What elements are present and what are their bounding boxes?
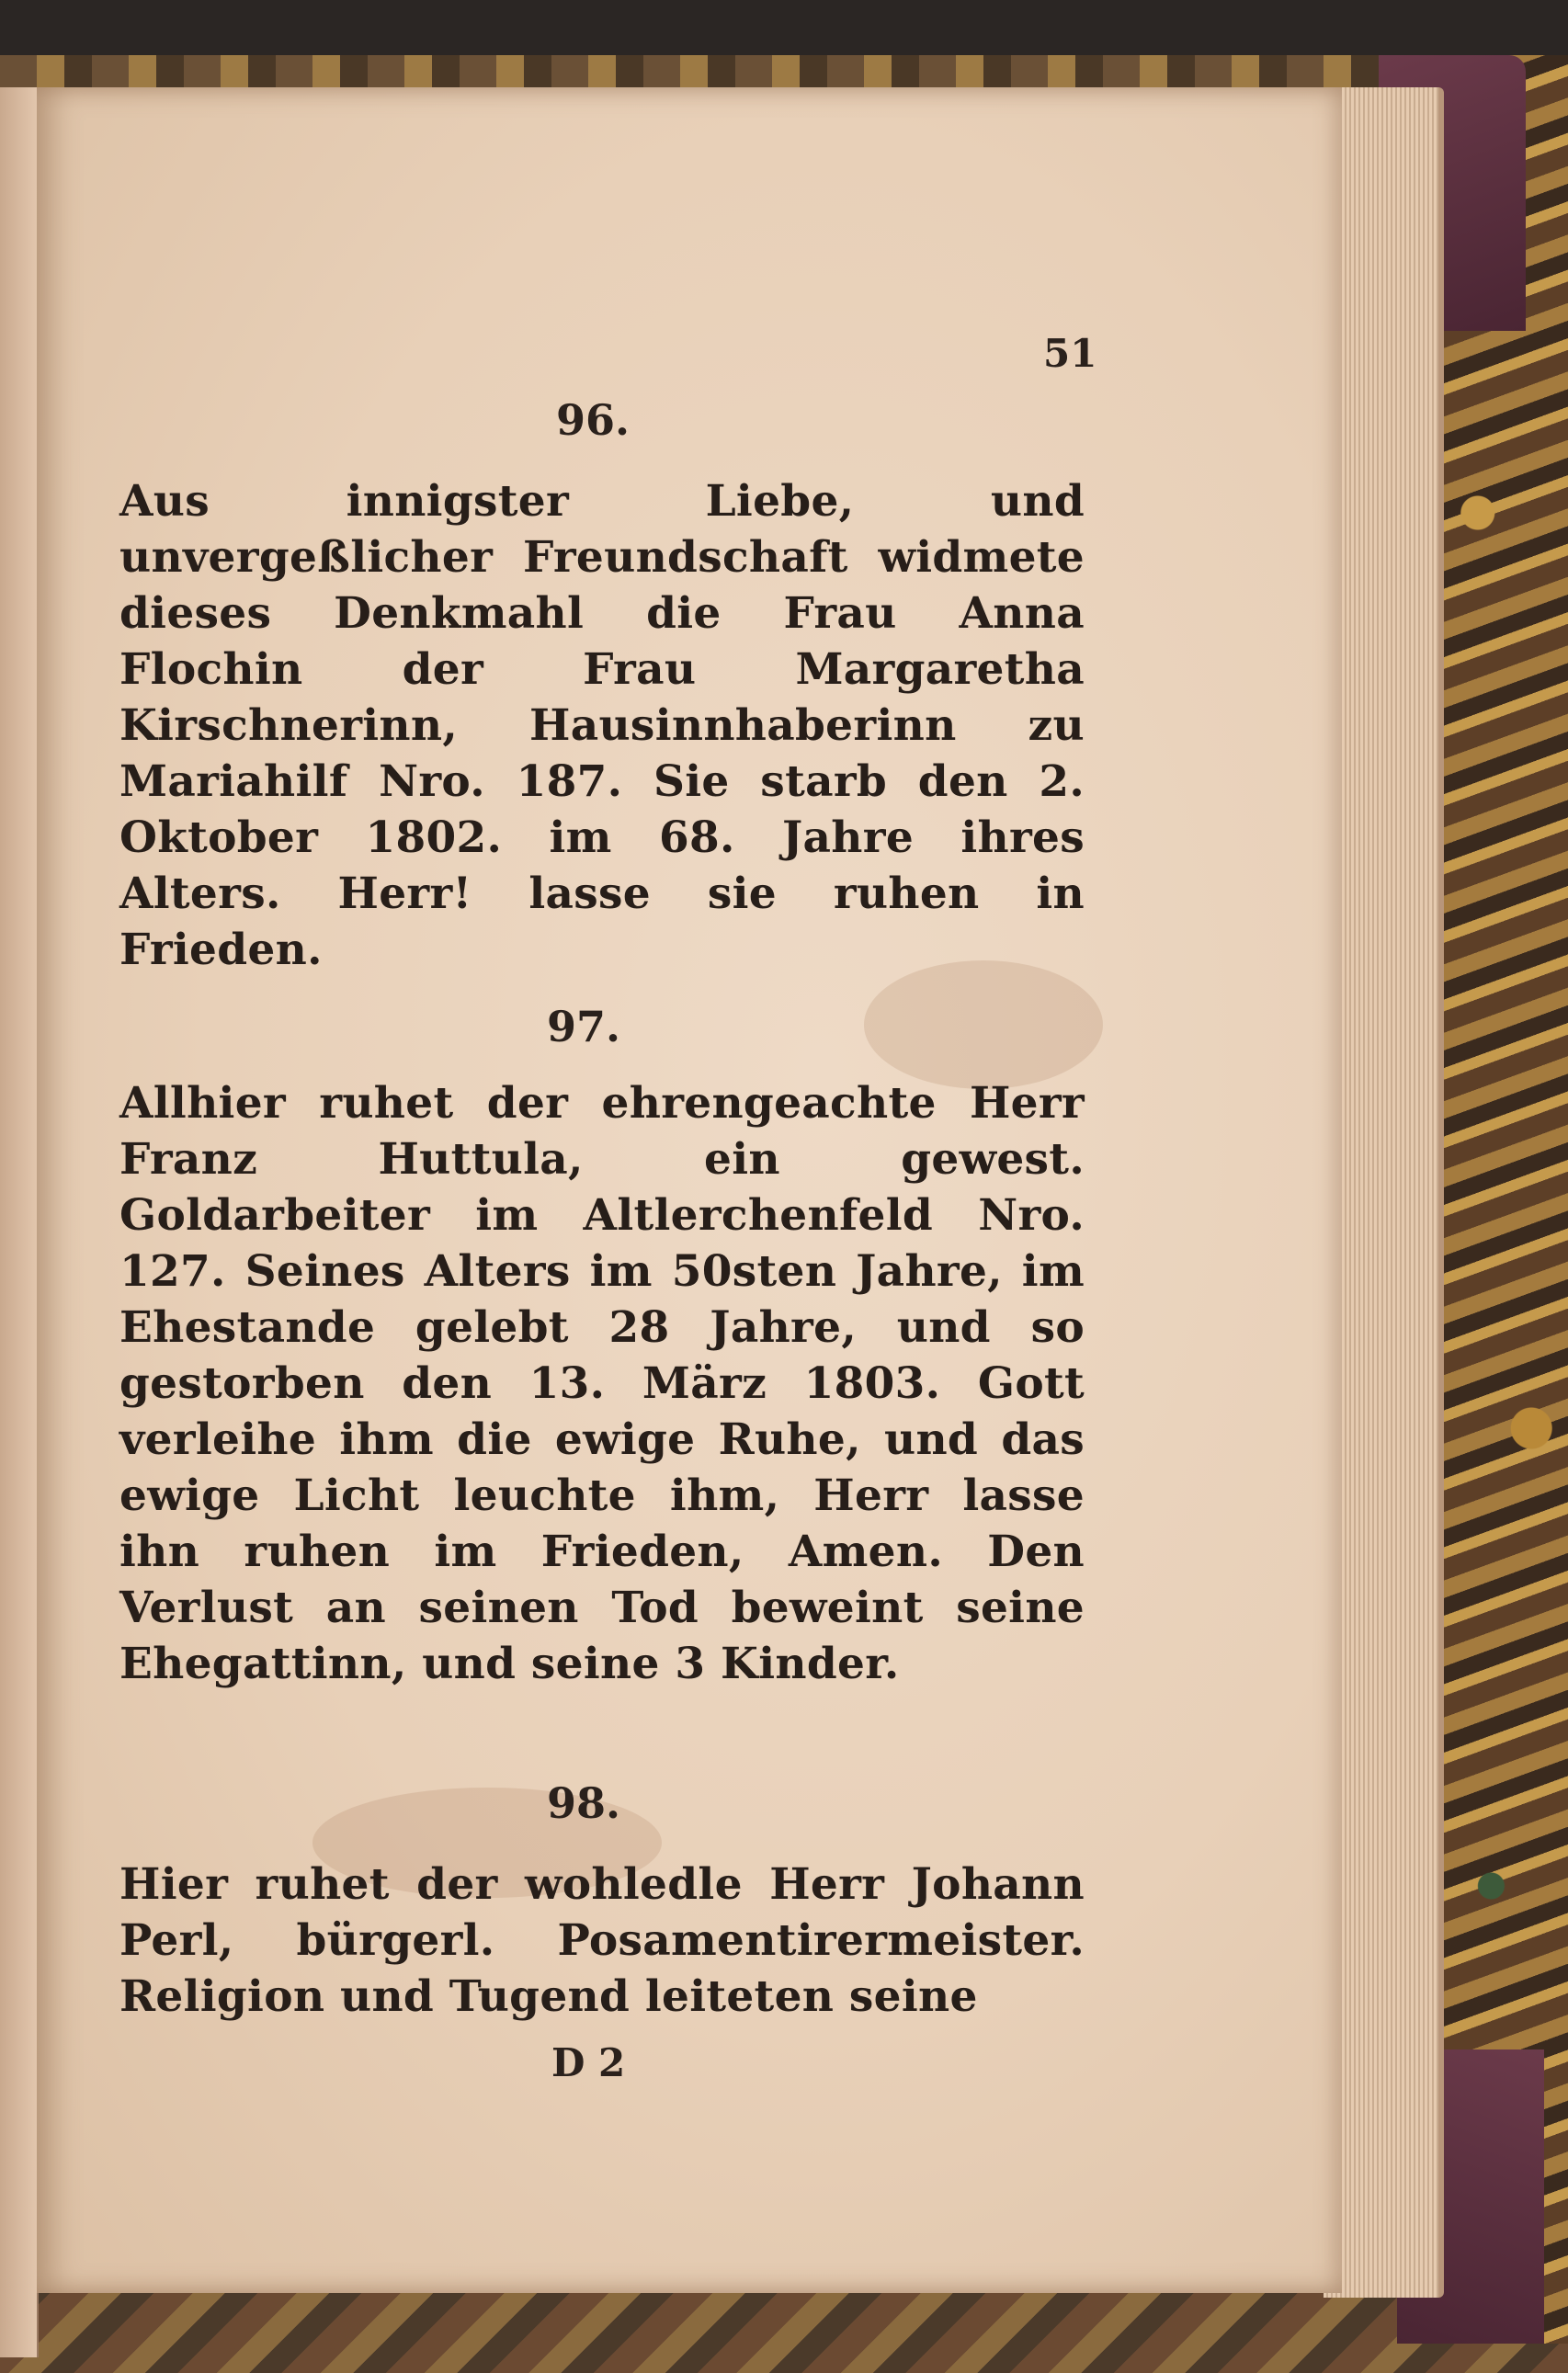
- paper-stain: [864, 960, 1103, 1089]
- entry-text: Aus innigster Liebe, und unvergeßlicher Freundschaft widmete dieses Denkmahl die Frau Anna Flochin der Frau Margaretha Kirschnerinn, Hausinnhaberinn zu Mariahilf Nro. 187. Sie starb den 2. Oktober 1802. im 68. Jahre ihres Alters. Herr! lasse sie ruhen in Frieden.: [119, 476, 1085, 975]
- signature-mark: D 2: [551, 2040, 626, 2085]
- page-number: 51: [1043, 331, 1097, 376]
- facing-page-edge: [0, 87, 39, 2357]
- marbled-cover-right: [1434, 55, 1568, 2344]
- entry-text: Allhier ruhet der ehrengeachte Herr Franz Huttula, ein gewest. Goldarbeiter im Altlerchenfeld Nro. 127. Seines Alters im 50sten Jahre, im Ehestande gelebt 28 Jahre, und so gestorben den 13. März 1803. Gott verleihe ihm die ewige Ruhe, und das ewige Licht leuchte ihm, Herr lasse ihn ruhen im Frieden, Amen. Den Verlust an seinen Tod beweint seine Ehegattinn, und seine 3 Kinder.: [119, 1078, 1085, 1689]
- entry-number: 97.: [546, 1002, 621, 1051]
- entry-number: 96.: [555, 395, 631, 445]
- entry-number: 98.: [546, 1778, 621, 1828]
- entry-text: Hier ruhet der wohledle Herr Johann Perl, bürgerl. Posamentirermeister. Religion und Tugend leiteten seine: [119, 1859, 1085, 2022]
